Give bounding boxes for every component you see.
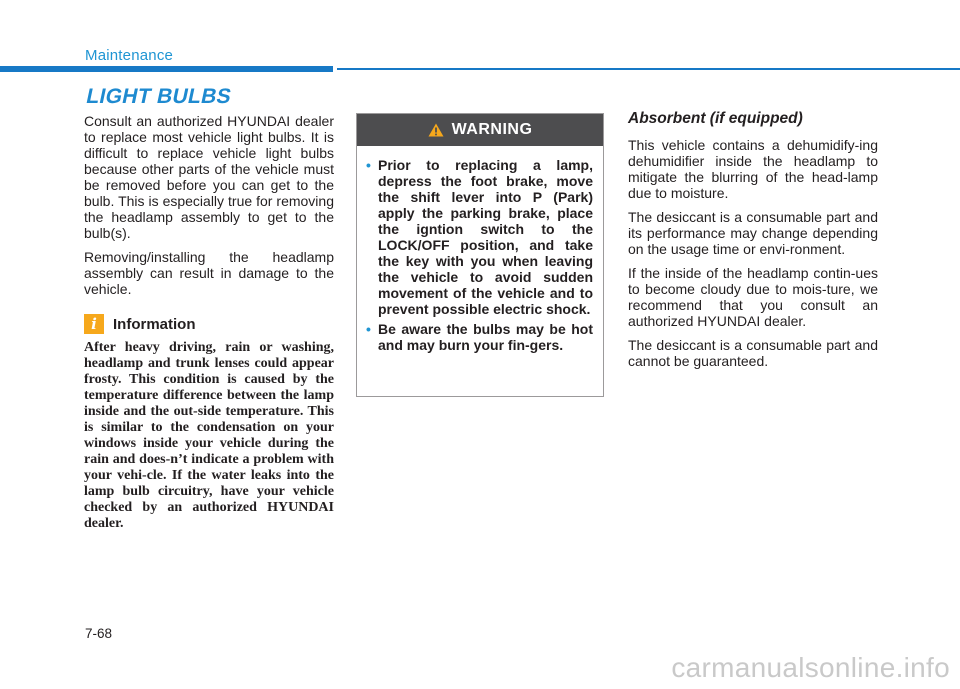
body-paragraph: This vehicle contains a dehumidify-ing dehumidifier inside the headlamp to mitigate the blurring of the head-lamp due to moisture. xyxy=(628,137,878,201)
information-icon: i xyxy=(84,314,104,334)
information-heading xyxy=(84,314,334,334)
warning-triangle-icon xyxy=(428,123,444,137)
watermark: carmanualsonline.info xyxy=(671,652,950,683)
information-body: After heavy driving, rain or washing, headlamp and trunk lenses could appear frosty. This condition is caused by the temperature difference between the lamp inside and the out-side temperature. This is similar to the condensation on your windows inside your vehicle during the rain and does-n’t indicate a problem with your vehi-cle. If the water leaks into the lamp bulb circuitry, have your vehicle checked by an authorized HYUNDAI dealer. xyxy=(84,340,334,531)
warning-item-text: Be aware the bulbs may be hot and may burn your fin-gers. xyxy=(378,321,593,353)
warning-item xyxy=(366,157,593,317)
right-column xyxy=(628,110,878,377)
bullet: • xyxy=(366,157,371,173)
body-paragraph: Consult an authorized HYUNDAI dealer to replace most vehicle light bulbs. It is difficult to replace vehicle light bulbs because other parts of the vehicle must be removed before you can get to the bulb. This is especially true for removing the headlamp assembly to get to the bulb(s). xyxy=(84,113,334,241)
body-paragraph: Removing/installing the headlamp assembly can result in damage to the vehicle. xyxy=(84,249,334,297)
warning-box xyxy=(356,113,604,397)
body-paragraph: The desiccant is a consumable part and its performance may change depending on the usage time or envi-ronment. xyxy=(628,209,878,257)
warning-item xyxy=(366,321,593,353)
header-rule-thick xyxy=(0,66,333,72)
information-title: Information xyxy=(113,315,196,333)
body-paragraph: The desiccant is a consumable part and cannot be guaranteed. xyxy=(628,337,878,369)
warning-label: WARNING xyxy=(451,121,533,138)
page-title: LIGHT BULBS xyxy=(84,85,234,108)
warning-item-text: Prior to replacing a lamp, depress the foot brake, move the shift lever into P (Park) apply the parking brake, place the igntion switch to the LOCK/OFF position, and take the key with you when leaving the vehicle to avoid sudden movement of the vehicle and to prevent possible electric shock. xyxy=(378,157,593,317)
page-number: 7-68 xyxy=(85,626,113,641)
warning-list xyxy=(366,157,593,353)
bullet: • xyxy=(366,321,371,337)
left-column xyxy=(84,113,334,540)
warning-header xyxy=(357,114,603,146)
body-paragraph: If the inside of the headlamp contin-ues to become cloudy due to mois-ture, we recommend that you consult an authorized HYUNDAI dealer. xyxy=(628,265,878,329)
header-rule-thin xyxy=(337,68,960,70)
subsection-title: Absorbent (if equipped) xyxy=(628,110,803,127)
section-header-label: Maintenance xyxy=(85,47,174,64)
